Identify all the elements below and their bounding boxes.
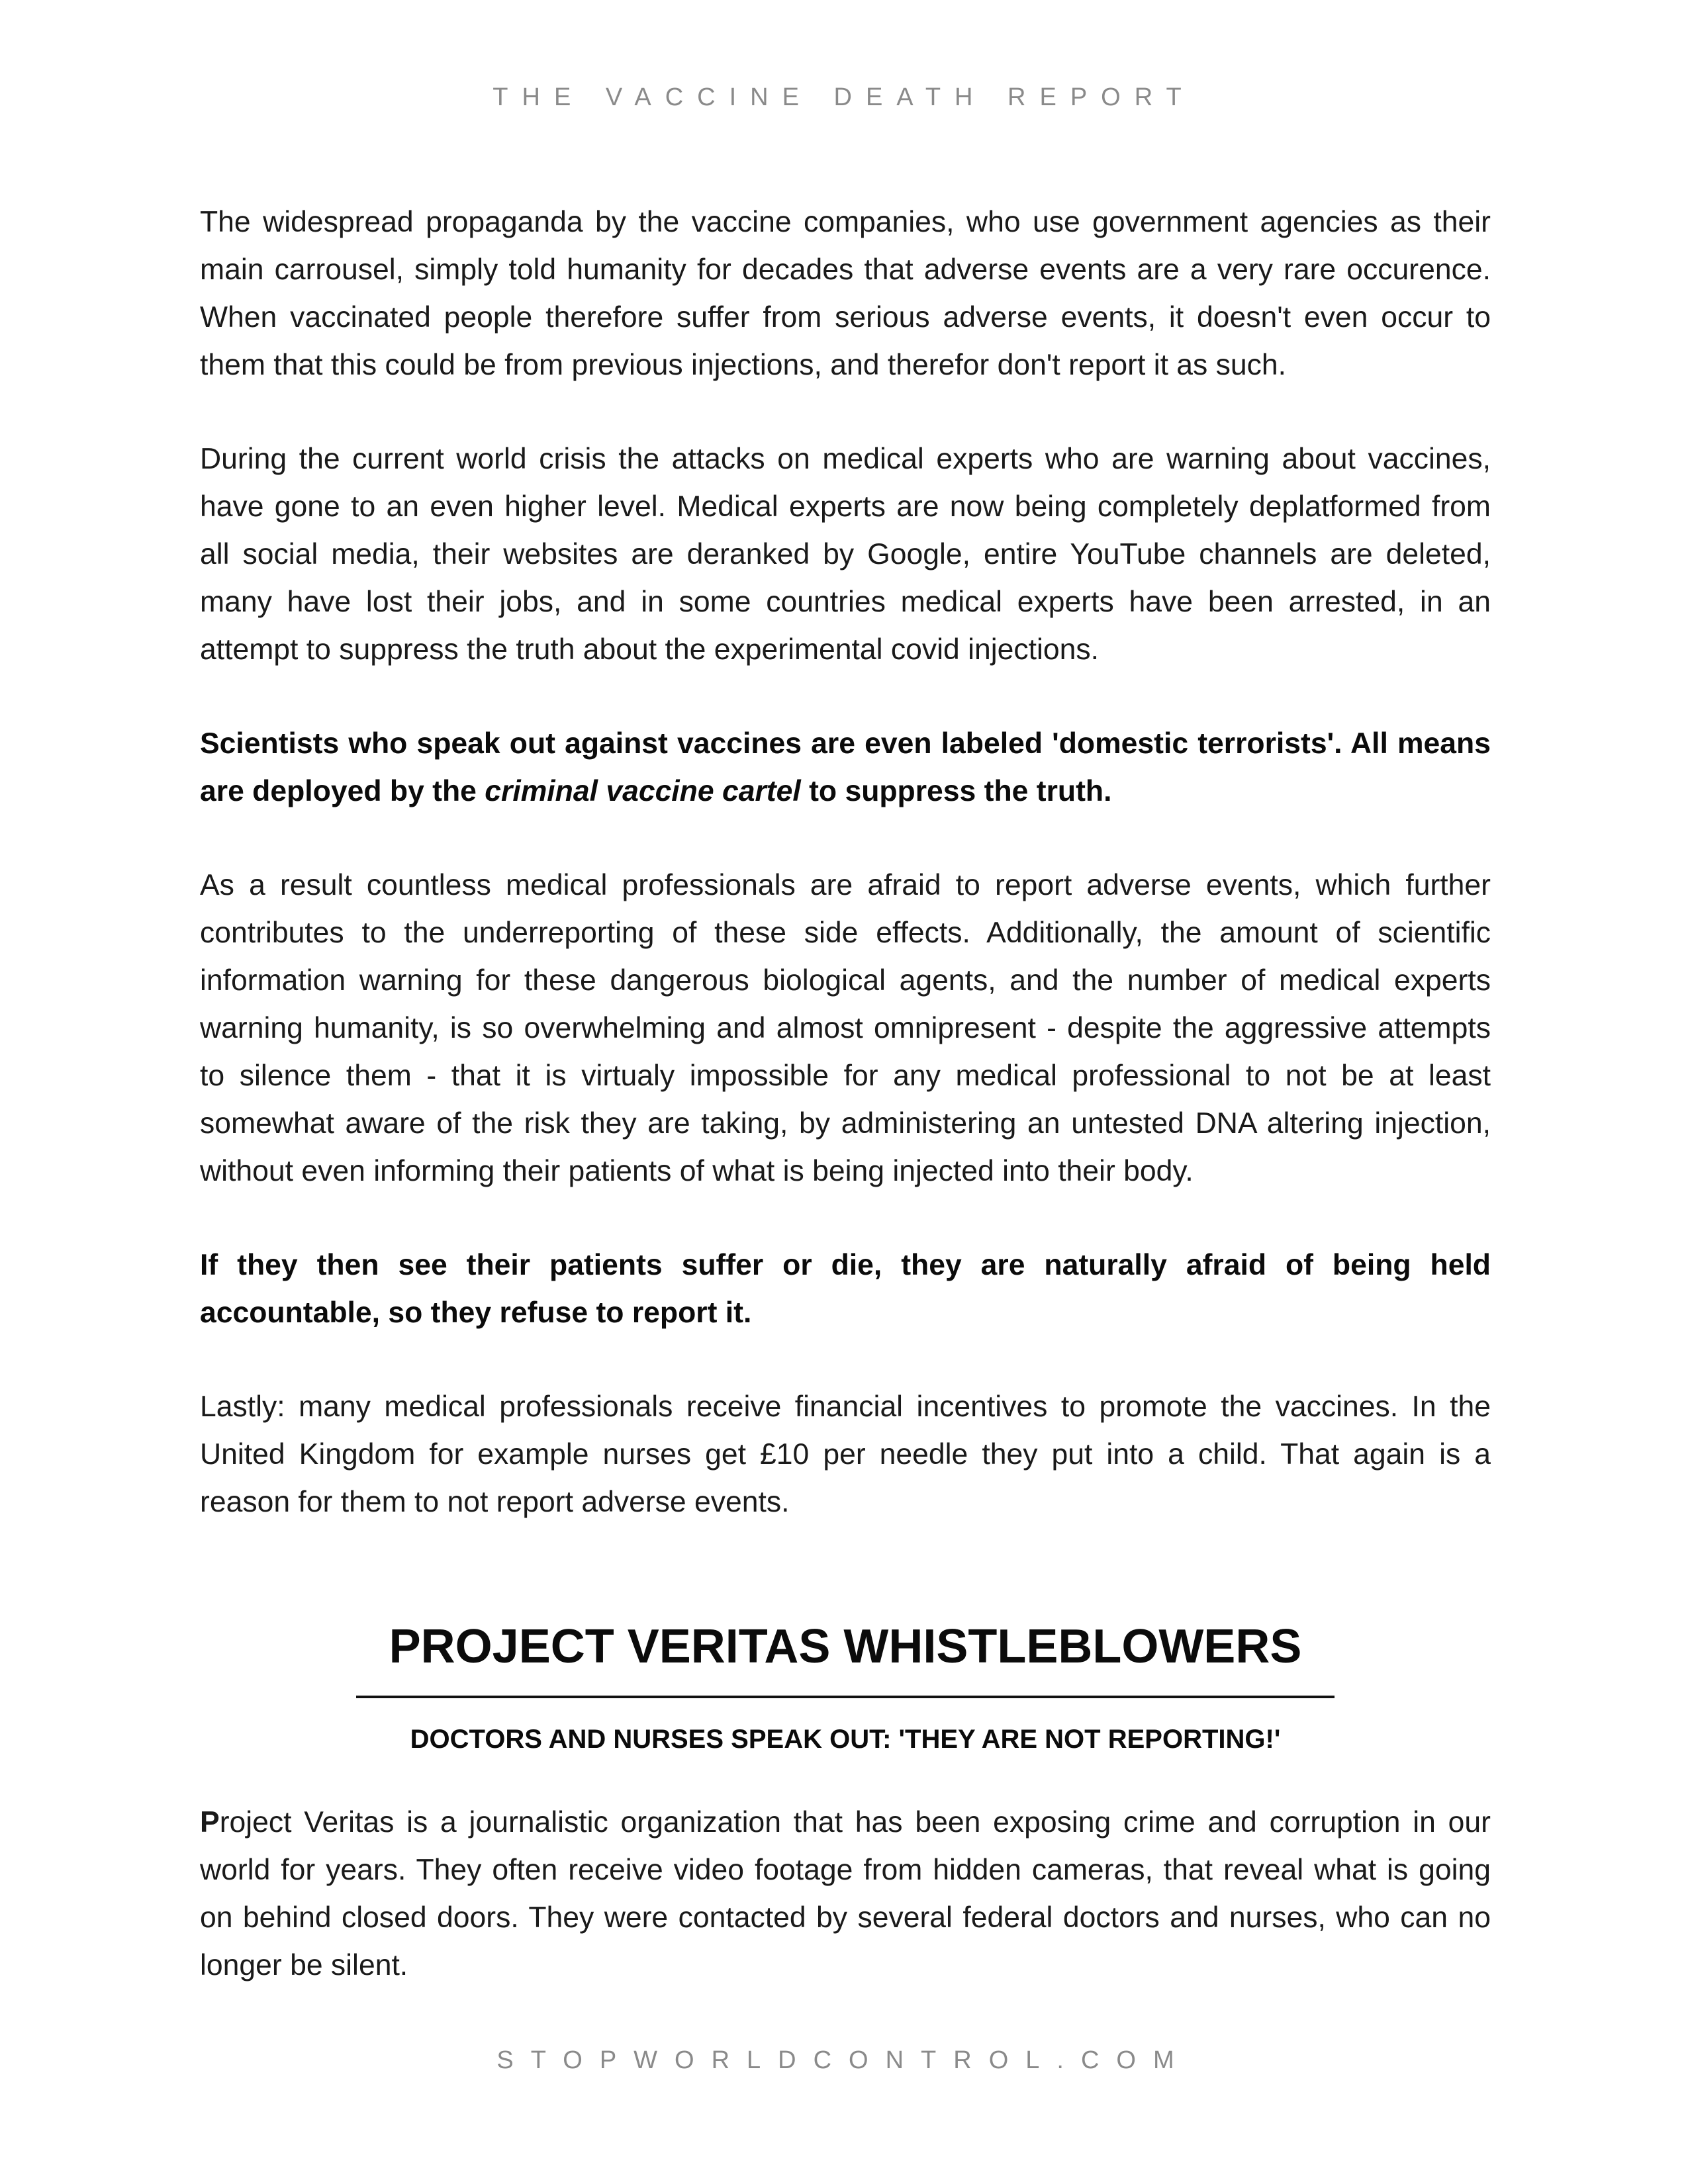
paragraph-propaganda: The widespread propaganda by the vaccine companies, who use government agencies as their main carrousel, simply told humanity for decades that adverse events are a very rare occurence. When vaccinated people therefore suffer from serious adverse events, it doesn't even occur to them that this could be from previous injections, and therefor don't report it as such.: [200, 206, 1491, 381]
section-subtitle: DOCTORS AND NURSES SPEAK OUT: 'THEY ARE NOT REPORTING!': [410, 1725, 1281, 1754]
running-footer: STOPWORLDCONTROL.COM: [496, 2046, 1192, 2074]
paragraph-financial-incentives: Lastly: many medical professionals receive financial incentives to promote the vaccines. In the United Kingdom for example nurses get £10 per needle they put into a child. That again is a reason for them to not report adverse events.: [200, 1390, 1491, 1518]
paragraph-domestic-terrorists: [200, 720, 1491, 815]
italic-phrase: criminal vaccine cartel: [485, 775, 801, 807]
paragraph-domestic-terrorists-end: to suppress the truth.: [800, 775, 1112, 807]
section-divider: [356, 1696, 1335, 1698]
running-header: THE VACCINE DEATH REPORT: [492, 83, 1196, 111]
section-project-veritas: [200, 1615, 1491, 2036]
paragraph-project-veritas-text: roject Veritas is a journalistic organization that has been exposing crime and corruption in our world for years. They often receive video footage from hidden cameras, that reveal what is going on behind closed doors. They were contacted by several federal doctors and nurses, who can no longer be silent.: [200, 1806, 1491, 1981]
paragraph-accountability: If they then see their patients suffer or die, they are naturally afraid of being held accountable, so they refuse to report it.: [200, 1249, 1491, 1329]
paragraph-underreporting: As a result countless medical professionals are afraid to report adverse events, which further contributes to the underreporting of these side effects. Additionally, the amount of scientific information warning for these dangerous biological agents, and the number of medical experts warning humanity, is so overwhelming and almost omnipresent - despite the aggressive attempts to silence them - that it is virtualy impossible for any medical professional to not be at least somewhat aware of the risk they are taking, by administering an untested DNA altering injection, without even informing their patients of what is being injected into their body.: [200, 869, 1491, 1187]
section-title: PROJECT VERITAS WHISTLEBLOWERS: [389, 1620, 1302, 1673]
article-body: [200, 199, 1491, 1572]
drop-cap: P: [200, 1806, 220, 1839]
paragraph-domestic-terrorists-start: Scientists who speak out against vaccines are even labeled 'domestic terrorists'. All means are deployed by the: [200, 727, 1491, 807]
paragraph-project-veritas: [200, 1799, 1491, 1989]
paragraph-attacks-on-experts: During the current world crisis the attacks on medical experts who are warning about vaccines, have gone to an even higher level. Medical experts are now being completely deplatformed from all social media, their websites are deranked by Google, entire YouTube channels are deleted, many have lost their jobs, and in some countries medical experts have been arrested, in an attempt to suppress the truth about the experimental covid injections.: [200, 443, 1491, 666]
